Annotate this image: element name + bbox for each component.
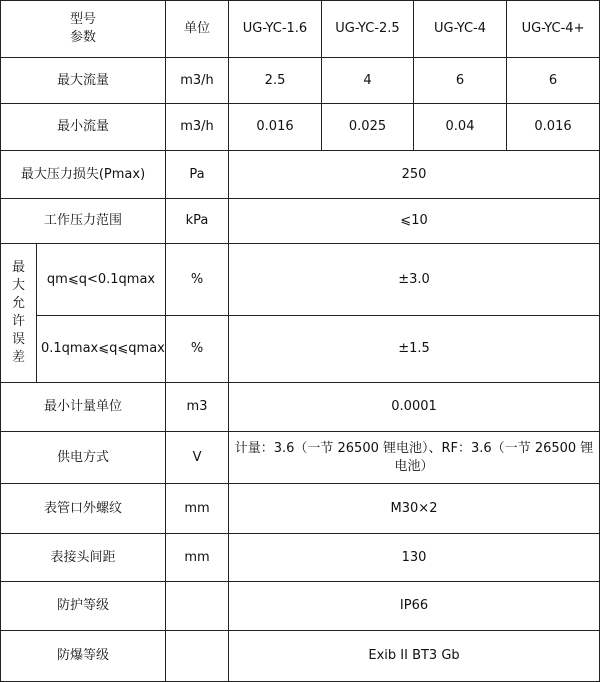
value-cell: 0.025 [322, 104, 414, 151]
table-row-power [1, 432, 600, 484]
value-cell: 0.016 [507, 104, 600, 151]
row-unit: V [166, 432, 229, 484]
value-cell: 130 [229, 534, 600, 582]
model-header-4: UG-YC-4+ [507, 1, 600, 58]
row-label: 防爆等级 [1, 631, 166, 682]
row-unit [166, 631, 229, 682]
max-error-char: 许 [11, 314, 25, 329]
row-unit: % [166, 244, 229, 316]
row-label: 表管口外螺纹 [1, 484, 166, 534]
row-label: 防护等级 [1, 582, 166, 631]
row-unit: mm [166, 484, 229, 534]
row-label: 工作压力范围 [1, 199, 166, 244]
table-row-protection [1, 582, 600, 631]
model-header-2: UG-YC-2.5 [322, 1, 414, 58]
row-unit: % [166, 316, 229, 383]
flow-range-label: 0.1qmax⩽q⩽qmax [37, 316, 166, 383]
value-cell: 250 [229, 151, 600, 199]
row-unit: Pa [166, 151, 229, 199]
table-row-min-unit [1, 383, 600, 432]
max-error-char: 大 [11, 278, 25, 293]
value-cell: 6 [414, 58, 507, 104]
value-cell: Exib II BT3 Gb [229, 631, 600, 682]
row-unit: mm [166, 534, 229, 582]
row-unit: m3/h [166, 104, 229, 151]
row-label: 最大压力损失(Pmax) [1, 151, 166, 199]
value-cell: 4 [322, 58, 414, 104]
value-cell: 0.0001 [229, 383, 600, 432]
max-error-char: 最 [11, 260, 25, 275]
max-error-char: 差 [11, 350, 25, 365]
row-unit: m3 [166, 383, 229, 432]
value-cell: IP66 [229, 582, 600, 631]
value-cell: ⩽10 [229, 199, 600, 244]
param-header-cell [1, 1, 166, 58]
value-cell: 0.04 [414, 104, 507, 151]
table-row-error-high [1, 316, 600, 383]
row-label: 最小计量单位 [1, 383, 166, 432]
table-row-max-flow [1, 58, 600, 104]
row-label: 最大流量 [1, 58, 166, 104]
table-row-error-low [1, 244, 600, 316]
header-row [1, 1, 600, 58]
flow-range-label: qm⩽q<0.1qmax [37, 244, 166, 316]
table-row-max-pressure-loss [1, 151, 600, 199]
row-unit: m3/h [166, 58, 229, 104]
row-label: 最小流量 [1, 104, 166, 151]
table-row-working-pressure [1, 199, 600, 244]
param-header-model: 型号 [70, 12, 97, 27]
max-error-char: 允 [11, 296, 25, 311]
row-label: 表接头间距 [1, 534, 166, 582]
unit-header-cell: 单位 [166, 1, 229, 58]
value-cell: 计量：3.6（一节 26500 锂电池）、RF：3.6（一节 26500 锂电池） [229, 432, 600, 484]
table-row-thread [1, 484, 600, 534]
table-row-explosion [1, 631, 600, 682]
model-header-3: UG-YC-4 [414, 1, 507, 58]
table-row-min-flow [1, 104, 600, 151]
max-error-char: 误 [11, 332, 25, 347]
table-row-spacing [1, 534, 600, 582]
model-header-1: UG-YC-1.6 [229, 1, 322, 58]
max-error-label [1, 244, 37, 383]
param-header-param: 参数 [70, 30, 97, 45]
row-unit: kPa [166, 199, 229, 244]
value-cell: 6 [507, 58, 600, 104]
value-cell: 0.016 [229, 104, 322, 151]
row-unit [166, 582, 229, 631]
value-cell: ±3.0 [229, 244, 600, 316]
row-label: 供电方式 [1, 432, 166, 484]
value-cell: M30×2 [229, 484, 600, 534]
value-cell: 2.5 [229, 58, 322, 104]
value-cell: ±1.5 [229, 316, 600, 383]
